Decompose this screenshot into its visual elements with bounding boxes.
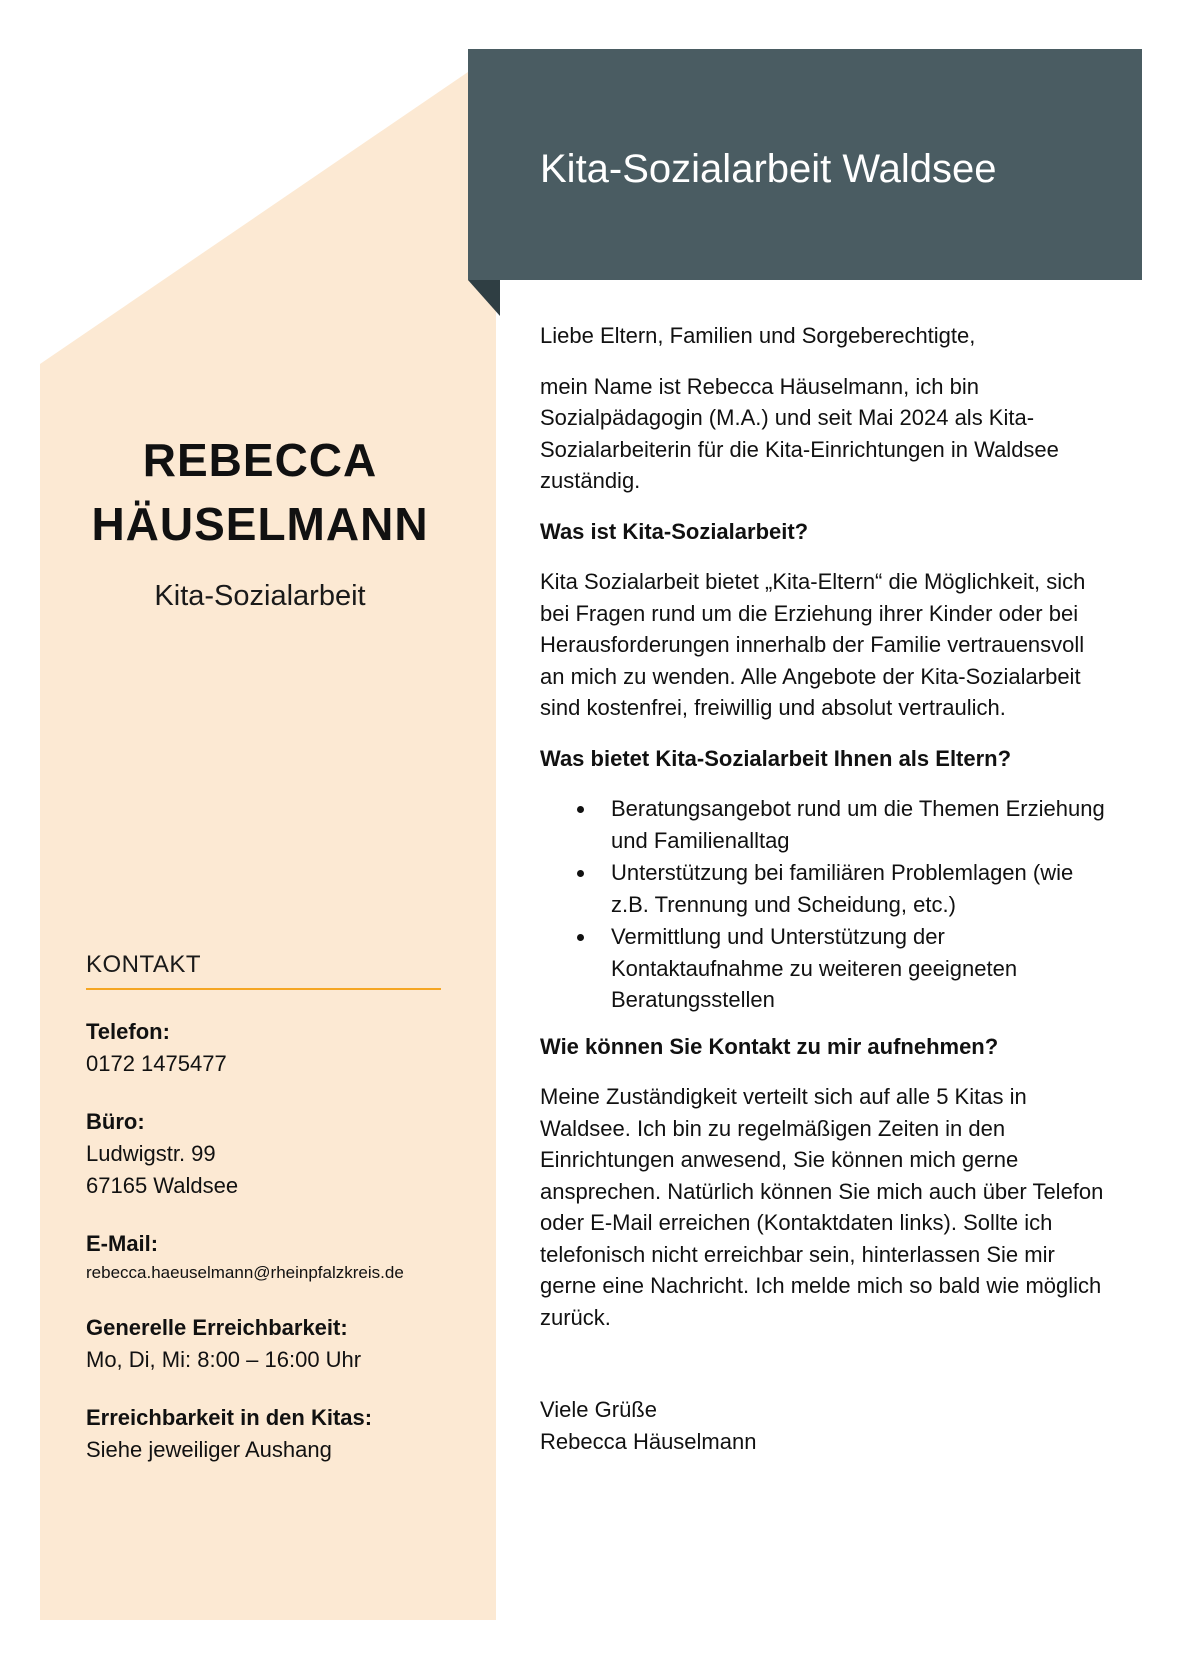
person-name-first: REBECCA (142, 434, 378, 486)
greeting: Liebe Eltern, Familien und Sorgeberechtigte, (540, 323, 976, 348)
contact-heading: KONTAKT (86, 948, 441, 990)
section-heading-contact: Wie können Sie Kontakt zu mir aufnehmen? (540, 1033, 999, 1059)
section-heading-offer: Was bietet Kita-Sozialarbeit Ihnen als Eltern? (540, 745, 1012, 771)
contact-availability-label: Generelle Erreichbarkeit: (86, 1315, 348, 1340)
closing-block (540, 1394, 1110, 1457)
offer-list (540, 793, 1110, 1016)
list-item-text: Vermittlung und Unterstützung der Kontaktaufnahme zu weiteren geeigneten Beratungsstellen (611, 924, 1018, 1012)
intro-paragraph: mein Name ist Rebecca Häuselmann, ich bin Sozialpädagogin (M.A.) und seit Mai 2024 als Kita-Sozialarbeiterin für die Kita-Einrichtungen in Waldsee zuständig. (540, 373, 1059, 493)
contact-kita-availability-label: Erreichbarkeit in den Kitas: (86, 1405, 373, 1430)
contact-phone-label: Telefon: (86, 1019, 170, 1044)
list-item (540, 793, 1110, 856)
bullet-icon (577, 870, 584, 877)
closing-salutation: Viele Grüße (540, 1397, 657, 1422)
list-item-text: Unterstützung bei familiären Problemlagen (wie z.B. Trennung und Scheidung, etc.) (611, 860, 1074, 917)
contact-email-label: E-Mail: (86, 1231, 159, 1256)
list-item-text: Beratungsangebot rund um die Themen Erziehung und Familienalltag (611, 796, 1105, 853)
contact-phone (86, 1016, 441, 1080)
bullet-icon (577, 934, 584, 941)
contact-availability (86, 1312, 441, 1376)
person-role: Kita-Sozialarbeit (154, 580, 366, 612)
contact-kita-availability-value: Siehe jeweiliger Aushang (86, 1437, 332, 1462)
list-item (540, 921, 1110, 1016)
contact-office (86, 1106, 441, 1202)
letter-body (540, 320, 1110, 1457)
section-paragraph-contact: Meine Zuständigkeit verteilt sich auf alle 5 Kitas in Waldsee. Ich bin zu regelmäßigen Zeiten in den Einrichtungen anwesend, Sie können mich gerne ansprechen. Natürlich können Sie mich auch über Telefon oder E-Mail erreichen (Kontaktdaten links). Sollte ich telefonisch nicht erreichbar sein, hinterlassen Sie mir gerne eine Nachricht. Ich melde mich so bald wie möglich zurück. (540, 1084, 1104, 1330)
signature: Rebecca Häuselmann (540, 1428, 757, 1454)
section-heading-what: Was ist Kita-Sozialarbeit? (540, 518, 809, 544)
contact-section (86, 948, 441, 1466)
contact-phone-value: 0172 1475477 (86, 1051, 227, 1076)
contact-email-value: rebecca.haeuselmann@rheinpfalzkreis.de (86, 1263, 404, 1282)
banner-fold-corner (468, 280, 500, 316)
contact-availability-value: Mo, Di, Mi: 8:00 – 16:00 Uhr (86, 1347, 362, 1372)
contact-kita-availability (86, 1402, 441, 1466)
contact-email (86, 1228, 441, 1286)
page-title: Kita-Sozialarbeit Waldsee (540, 147, 997, 191)
contact-office-street: Ludwigstr. 99 (86, 1141, 216, 1166)
name-block (40, 428, 480, 616)
contact-office-city: 67165 Waldsee (86, 1173, 239, 1198)
section-paragraph-what: Kita Sozialarbeit bietet „Kita-Eltern“ die Möglichkeit, sich bei Fragen rund um die Erziehung ihrer Kinder oder bei Herausforderungen innerhalb der Familie vertrauensvoll an mich zu wenden. Alle Angebote der Kita-Sozialarbeit sind kostenfrei, freiwillig und absolut vertraulich. (540, 569, 1086, 720)
person-name-last: HÄUSELMANN (91, 498, 429, 550)
contact-office-label: Büro: (86, 1109, 145, 1134)
bullet-icon (577, 806, 584, 813)
list-item (540, 857, 1110, 920)
